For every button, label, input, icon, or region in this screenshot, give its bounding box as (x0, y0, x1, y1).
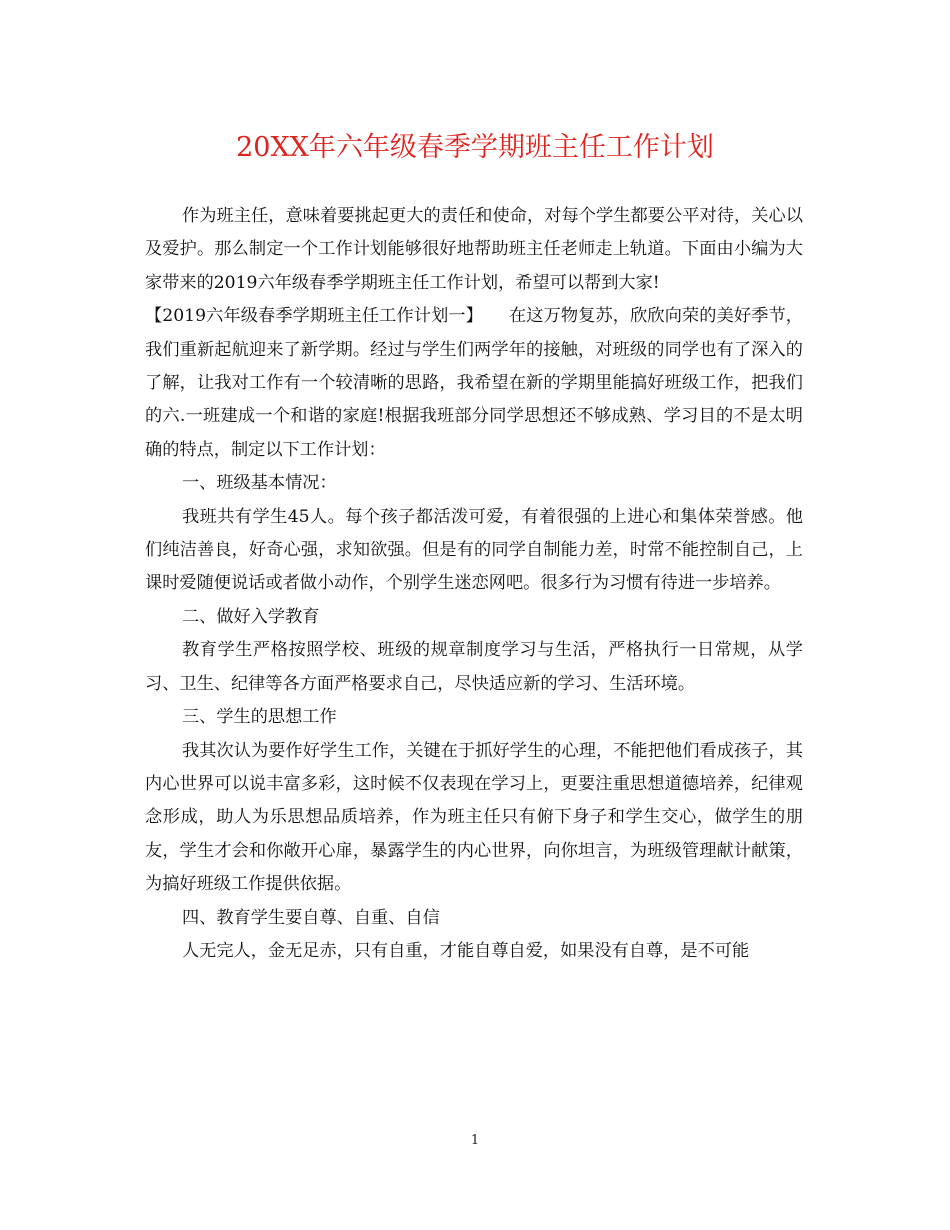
section-paragraph-2: 教育学生严格按照学校、班级的规章制度学习与生活，严格执行一日常规，从学习、卫生、纪律等各方面严格要求自己，尽快适应新的学习、生活环境。 (145, 640, 803, 694)
document-body (145, 200, 803, 968)
section-paragraph-1: 我班共有学生45人。每个孩子都活泼可爱，有着很强的上进心和集体荣誉感。他们纯洁善良，好奇心强，求知欲强。但是有的同学自制能力差，时常不能控制自己，上课时爱随便说话或者做小动作，个别学生迷恋网吧。很多行为习惯有待进一步培养。 (145, 506, 803, 594)
page-number: 1 (470, 1133, 480, 1148)
plan-one-paragraph: 【2019六年级春季学期班主任工作计划一】 在这万物复苏，欣欣向荣的美好季节，我们重新起航迎来了新学期。经过与学生们两学年的接触，对班级的同学也有了深入的了解，让我对工作有一个较清晰的思路，我希望在新的学期里能搞好班级工作，把我们的六.一班建成一个和谐的家庭!根据我班部分同学思想还不够成熟、学习目的不是太明确的特点，制定以下工作计划： (145, 306, 803, 460)
section-heading-4: 四、教育学生要自尊、自重、自信 (181, 907, 440, 928)
document-title: 20XX年六年级春季学期班主任工作计划 (236, 132, 714, 163)
section-paragraph-3: 我其次认为要作好学生工作，关键在于抓好学生的心理，不能把他们看成孩子，其内心世界可以说丰富多彩，这时候不仅表现在学习上，更要注重思想道德培养，纪律观念形成，助人为乐思想品质培养，作为班主任只有俯下身子和学生交心，做学生的朋友，学生才会和你敞开心扉，暴露学生的内心世界，向你坦言，为班级管理献计献策，为搞好班级工作提供依据。 (145, 740, 803, 895)
section-heading-1: 一、班级基本情况： (181, 473, 337, 494)
section-heading-2: 二、做好入学教育 (181, 606, 320, 627)
section-heading-3: 三、学生的思想工作 (181, 707, 337, 728)
section-paragraph-4: 人无完人，金无足赤，只有自重，才能自尊自爱，如果没有自尊，是不可能 (181, 940, 750, 961)
intro-paragraph: 作为班主任，意味着要挑起更大的责任和使命，对每个学生都要公平对待，关心以及爱护。那么制定一个工作计划能够很好地帮助班主任老师走上轨道。下面由小编为大家带来的2019六年级春季学期班主任工作计划，希望可以帮到大家! (145, 206, 803, 293)
